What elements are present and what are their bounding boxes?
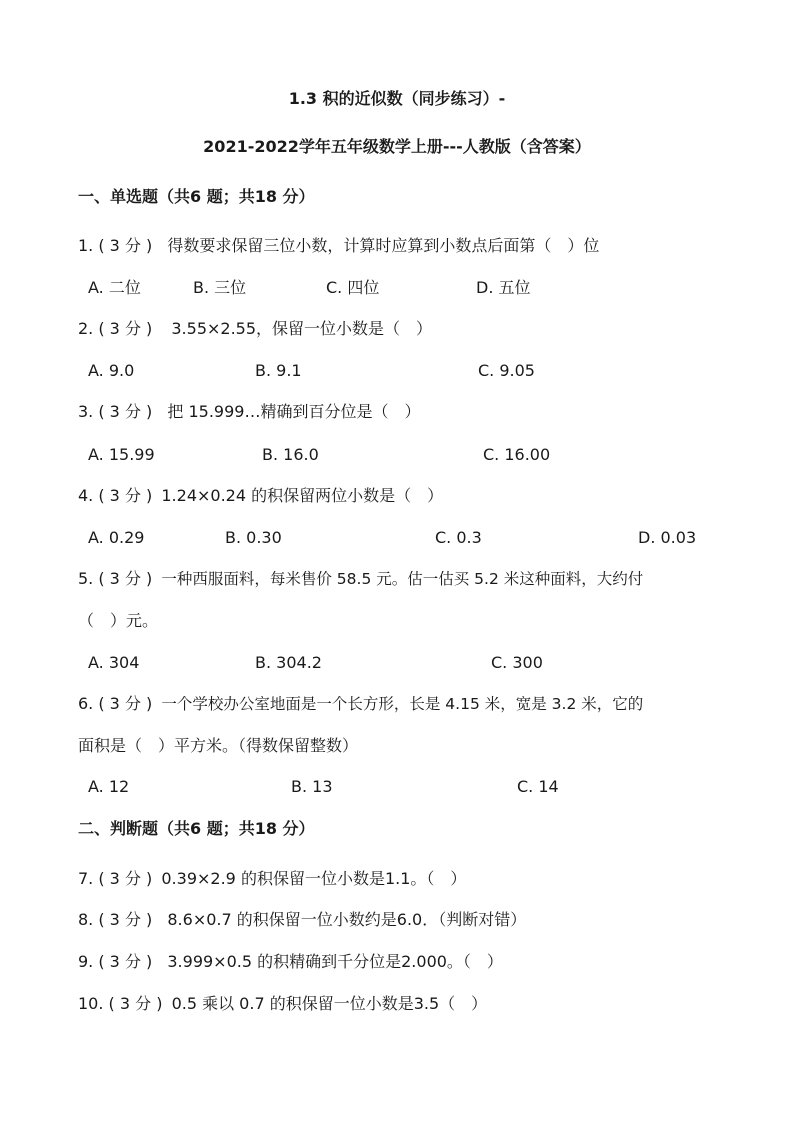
option-a: A. 304 [88,653,140,672]
question-text: 0.5 乘以 0.7 的积保留一位小数是3.5（ ） [171,994,488,1013]
question-text: 3.999×0.5 的积精确到千分位是2.000。（ ） [167,952,503,971]
question-text: 把 15.999…精确到百分位是（ ） [167,402,421,421]
option-c: C. 300 [491,653,543,672]
option-a: A. 9.0 [88,361,135,380]
question-number: 9. ( 3 分 ) [78,952,153,971]
question-6-continuation: 面积是（ ）平方米。（得数保留整数） [78,736,359,755]
question-3 [78,401,420,423]
option-c: C. 0.3 [435,528,482,547]
question-number: 1. ( 3 分 ) [78,236,153,255]
option-b: B. 三位 [193,278,247,297]
question-10 [78,993,487,1015]
option-b: B. 304.2 [255,653,322,672]
question-text: 1.24×0.24 的积保留两位小数是（ ） [161,486,444,505]
question-4 [78,485,443,507]
question-text: 一种西服面料，每米售价 58.5 元。估一估买 5.2 米这种面料，大约付 [161,570,644,588]
option-a: A. 0.29 [88,528,145,547]
question-number: 6. ( 3 分 ) [78,694,153,713]
question-5 [78,568,643,590]
option-b: B. 13 [291,777,333,796]
question-text: 0.39×2.9 的积保留一位小数是1.1。（ ） [161,869,467,888]
option-c: C. 14 [517,777,559,796]
question-text: 8.6×0.7 的积保留一位小数约是6.0．（判断对错） [167,910,527,929]
option-a: A. 12 [88,777,130,796]
question-text: 3.55×2.55，保留一位小数是（ ） [171,319,433,338]
question-number: 7. ( 3 分 ) [78,869,153,888]
section-heading-true-false: 二、判断题（共6 题；共18 分） [78,819,315,838]
question-2 [78,318,432,340]
question-6 [78,693,643,715]
question-7 [78,868,466,890]
question-8 [78,909,526,931]
option-c: C. 9.05 [478,361,535,380]
question-text: 得数要求保留三位小数，计算时应算到小数点后面第（ ）位 [167,236,600,255]
option-a: A. 15.99 [88,445,155,464]
question-1 [78,235,599,257]
question-number: 10. ( 3 分 ) [78,994,163,1013]
section-heading-single-choice: 一、单选题（共6 题；共18 分） [78,187,315,206]
option-c: C. 16.00 [483,445,551,464]
question-number: 2. ( 3 分 ) [78,319,153,338]
option-b: B. 16.0 [262,445,319,464]
option-d: D. 0.03 [638,528,697,547]
question-number: 4. ( 3 分 ) [78,486,153,505]
question-number: 8. ( 3 分 ) [78,910,153,929]
question-9 [78,951,503,973]
option-b: B. 0.30 [225,528,282,547]
option-c: C. 四位 [326,278,380,297]
question-5-continuation: （ ）元。 [78,611,159,630]
question-text: 一个学校办公室地面是一个长方形，长是 4.15 米，宽是 3.2 米，它的 [161,695,644,713]
doc-title-line2: 2021-2022学年五年级数学上册---人教版（含答案） [203,137,591,156]
option-a: A. 二位 [88,278,141,297]
question-number: 5. ( 3 分 ) [78,569,153,588]
doc-title-line1: 1.3 积的近似数（同步练习）- [288,89,506,108]
option-b: B. 9.1 [255,361,302,380]
option-d: D. 五位 [476,278,531,297]
question-number: 3. ( 3 分 ) [78,402,153,421]
